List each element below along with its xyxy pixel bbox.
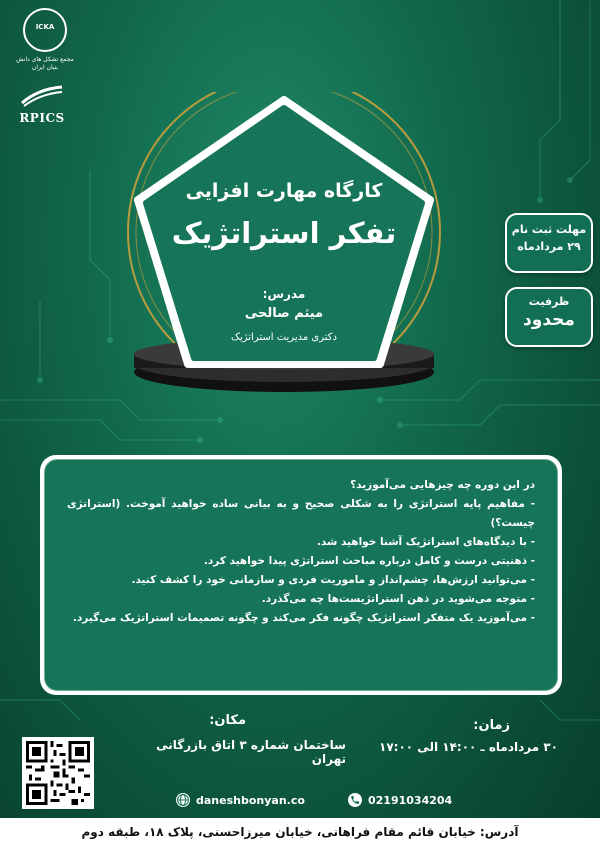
qr-code[interactable] — [22, 737, 94, 809]
website-text: daneshbonyan.co — [196, 793, 305, 807]
globe-icon — [176, 793, 190, 807]
content-item: - مفاهیم پایه استراتژی را به شکلی صحیح و به بیانی ساده خواهید آموخت. (استراتژی چیست؟) — [67, 498, 535, 529]
content-item: - با دیدگاه‌های استراتژیک آشنا خواهید شد. — [316, 536, 535, 548]
icka-logo-text: ICKA — [35, 23, 55, 31]
content-inner — [44, 459, 558, 691]
rpics-logo-mark — [18, 85, 66, 107]
content-box — [40, 455, 562, 695]
content-item: - می‌توانید ارزش‌ها، چشم‌انداز و ماموریت فردی و سازمانی خود را کشف کنید. — [131, 574, 535, 586]
deadline-value: ۲۹ مردادماه — [517, 240, 581, 253]
deadline-badge — [505, 213, 593, 273]
footer-address: آدرس: خیابان قائم مقام فراهانی، خیابان میرزاحسنی، پلاک ۱۸، طبقه دوم — [81, 825, 519, 839]
title-pentagon — [118, 92, 450, 396]
phone-text: 02191034204 — [368, 793, 453, 807]
content-item: - ذهنیتی درست و کامل درباره مباحث استراتژی پیدا خواهید کرد. — [203, 555, 535, 567]
content-item: - می‌آموزید یک متفکر استراتژیک چگونه فکر می‌کند و چگونه تصمیمات استراتژیک می‌گیرد. — [72, 612, 535, 624]
title-line2: تفکر استراتژیک — [171, 216, 397, 250]
icka-logo-subtitle: مجمع تشکل های دانش بنیان ایران — [16, 56, 74, 71]
title-line1: کارگاه مهارت افزایی — [185, 180, 383, 202]
instructor-name: میثم صالحی — [244, 306, 324, 321]
time-value: ۳۰ مردادماه ـ ۱۴:۰۰ الی ۱۷:۰۰ — [379, 740, 558, 754]
rpics-logo-text: RPICS — [19, 111, 65, 125]
website-contact[interactable] — [176, 790, 305, 810]
content-text — [67, 476, 535, 628]
place-label: مکان: — [209, 713, 246, 728]
footer-bar — [0, 818, 600, 849]
icka-logo — [14, 8, 76, 72]
instructor-degree: دکتری مدیریت استراتژیک — [231, 332, 337, 343]
content-heading: در این دوره چه چیزهایی می‌آموزید؟ — [350, 479, 535, 491]
capacity-label: ظرفیت — [528, 295, 570, 308]
qr-code-icon — [26, 741, 90, 805]
capacity-badge — [505, 287, 593, 347]
deadline-label: مهلت ثبت نام — [511, 223, 587, 236]
time-label: زمان: — [473, 718, 510, 733]
rpics-logo — [12, 85, 72, 125]
content-item: - متوجه می‌شوید در ذهن استراتژیست‌ها چه می‌گذرد. — [261, 593, 535, 605]
instructor-label: مدرس: — [262, 287, 306, 301]
phone-icon — [348, 793, 362, 807]
phone-contact[interactable] — [348, 790, 452, 810]
icka-logo-mark — [23, 8, 67, 52]
capacity-value: محدود — [523, 310, 575, 330]
place-value: ساختمان شماره ۳ اتاق بازرگانی تهران — [156, 738, 346, 766]
